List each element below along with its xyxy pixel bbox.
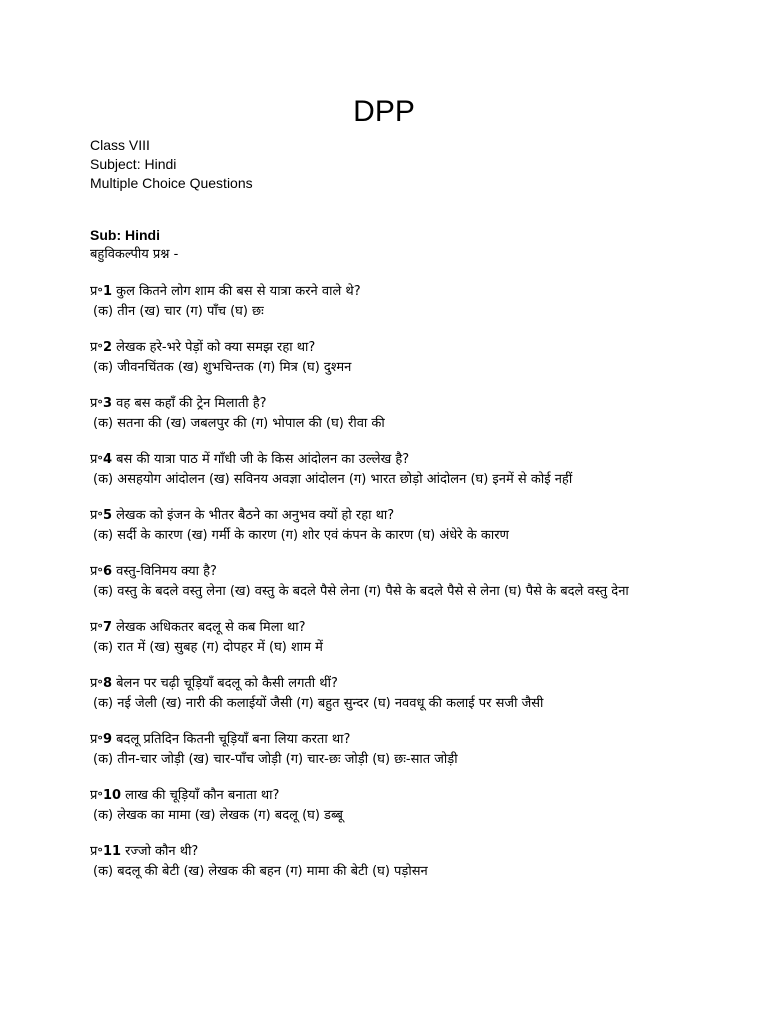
- question-body: लेखक अधिकतर बदलू से कब मिला था?: [111, 620, 306, 635]
- question-prefix: प्र॰: [90, 452, 103, 467]
- question-options: (क) बदलू की बेटी (ख) लेखक की बहन (ग) मामा की बेटी (घ) पड़ोसन: [93, 864, 428, 879]
- question-text: [90, 842, 680, 862]
- question-number: 7: [102, 620, 112, 635]
- question-body: लेखक हरे-भरे पेड़ों को क्या समझ रहा था?: [111, 340, 316, 355]
- question-prefix: प्र॰: [90, 788, 103, 803]
- question-number: 1: [102, 284, 112, 299]
- question-number: 10: [102, 788, 122, 803]
- question-prefix: प्र॰: [90, 676, 103, 691]
- question-text: [90, 282, 680, 302]
- question-options: (क) तीन-चार जोड़ी (ख) चार-पाँच जोड़ी (ग) चार-छः जोड़ी (घ) छः-सात जोड़ी: [93, 752, 458, 767]
- question-item: [90, 338, 680, 377]
- question-item: [90, 618, 680, 657]
- question-options: (क) तीन (ख) चार (ग) पाँच (घ) छः: [93, 304, 264, 319]
- question-number: 4: [102, 452, 112, 467]
- section-heading: Sub: Hindi: [90, 227, 160, 243]
- question-item: [90, 674, 680, 713]
- question-item: [90, 730, 680, 769]
- document-title: DPP: [353, 95, 415, 128]
- question-number: 8: [102, 676, 112, 691]
- meta-type: Multiple Choice Questions: [90, 175, 253, 191]
- question-options: (क) असहयोग आंदोलन (ख) सविनय अवज्ञा आंदोलन (ग) भारत छोड़ो आंदोलन (घ) इनमें से कोई नहीं: [93, 472, 573, 487]
- section-intro: बहुविकल्पीय प्रश्न -: [90, 247, 179, 262]
- meta-subject: Subject: Hindi: [90, 156, 177, 172]
- question-text: [90, 786, 680, 806]
- question-text: [90, 450, 680, 470]
- question-text: [90, 730, 680, 750]
- question-prefix: प्र॰: [90, 396, 103, 411]
- document-meta: [90, 136, 253, 193]
- question-body: लेखक को इंजन के भीतर बैठने का अनुभव क्यों हो रहा था?: [111, 508, 395, 523]
- question-item: [90, 786, 680, 825]
- question-body: रज्जो कौन थी?: [121, 844, 199, 859]
- question-prefix: प्र॰: [90, 564, 103, 579]
- question-body: बस की यात्रा पाठ में गाँधी जी के किस आंदोलन का उल्लेख है?: [111, 452, 410, 467]
- question-prefix: प्र॰: [90, 732, 103, 747]
- question-number: 2: [102, 340, 112, 355]
- question-item: [90, 282, 680, 321]
- question-number: 11: [102, 844, 122, 859]
- question-options: (क) वस्तु के बदले वस्तु लेना (ख) वस्तु के बदले पैसे लेना (ग) पैसे के बदले पैसे से लेना (घ) पैसे के बदले वस्तु देना: [93, 584, 629, 599]
- question-prefix: प्र॰: [90, 340, 103, 355]
- question-text: [90, 674, 680, 694]
- question-list: [90, 282, 680, 898]
- question-prefix: प्र॰: [90, 620, 103, 635]
- question-item: [90, 842, 680, 881]
- question-item: [90, 562, 680, 601]
- question-text: [90, 506, 680, 526]
- question-prefix: प्र॰: [90, 844, 103, 859]
- question-number: 3: [102, 396, 112, 411]
- question-body: बेलन पर चढ़ी चूड़ियाँ बदलू को कैसी लगती थीं?: [111, 676, 338, 691]
- question-body: वस्तु-विनिमय क्या है?: [111, 564, 217, 579]
- question-options: (क) रात में (ख) सुबह (ग) दोपहर में (घ) शाम में: [93, 640, 323, 655]
- question-text: [90, 338, 680, 358]
- question-options: (क) लेखक का मामा (ख) लेखक (ग) बदलू (घ) डब्बू: [93, 808, 343, 823]
- question-body: कुल कितने लोग शाम की बस से यात्रा करने वाले थे?: [111, 284, 361, 299]
- question-options: (क) सर्दी के कारण (ख) गर्मी के कारण (ग) शोर एवं कंपन के कारण (घ) अंधेरे के कारण: [93, 528, 509, 543]
- question-item: [90, 450, 680, 489]
- question-options: (क) नई जेली (ख) नारी की कलाईयों जैसी (ग) बहुत सुन्दर (घ) नववधू की कलाई पर सजी जैसी: [93, 696, 544, 711]
- question-prefix: प्र॰: [90, 284, 103, 299]
- question-options: (क) जीवनचिंतक (ख) शुभचिन्तक (ग) मित्र (घ) दुश्मन: [93, 360, 352, 375]
- question-body: वह बस कहाँ की ट्रेन मिलाती है?: [111, 396, 267, 411]
- question-body: लाख की चूड़ियाँ कौन बनाता था?: [121, 788, 280, 803]
- question-body: बदलू प्रतिदिन कितनी चूड़ियाँ बना लिया करता था?: [111, 732, 351, 747]
- question-text: [90, 562, 680, 582]
- question-item: [90, 506, 680, 545]
- meta-class: Class VIII: [90, 137, 150, 153]
- question-text: [90, 618, 680, 638]
- question-number: 5: [102, 508, 112, 523]
- question-prefix: प्र॰: [90, 508, 103, 523]
- question-options: (क) सतना की (ख) जबलपुर की (ग) भोपाल की (घ) रीवा की: [93, 416, 385, 431]
- question-item: [90, 394, 680, 433]
- question-number: 9: [102, 732, 112, 747]
- question-number: 6: [102, 564, 112, 579]
- question-text: [90, 394, 680, 414]
